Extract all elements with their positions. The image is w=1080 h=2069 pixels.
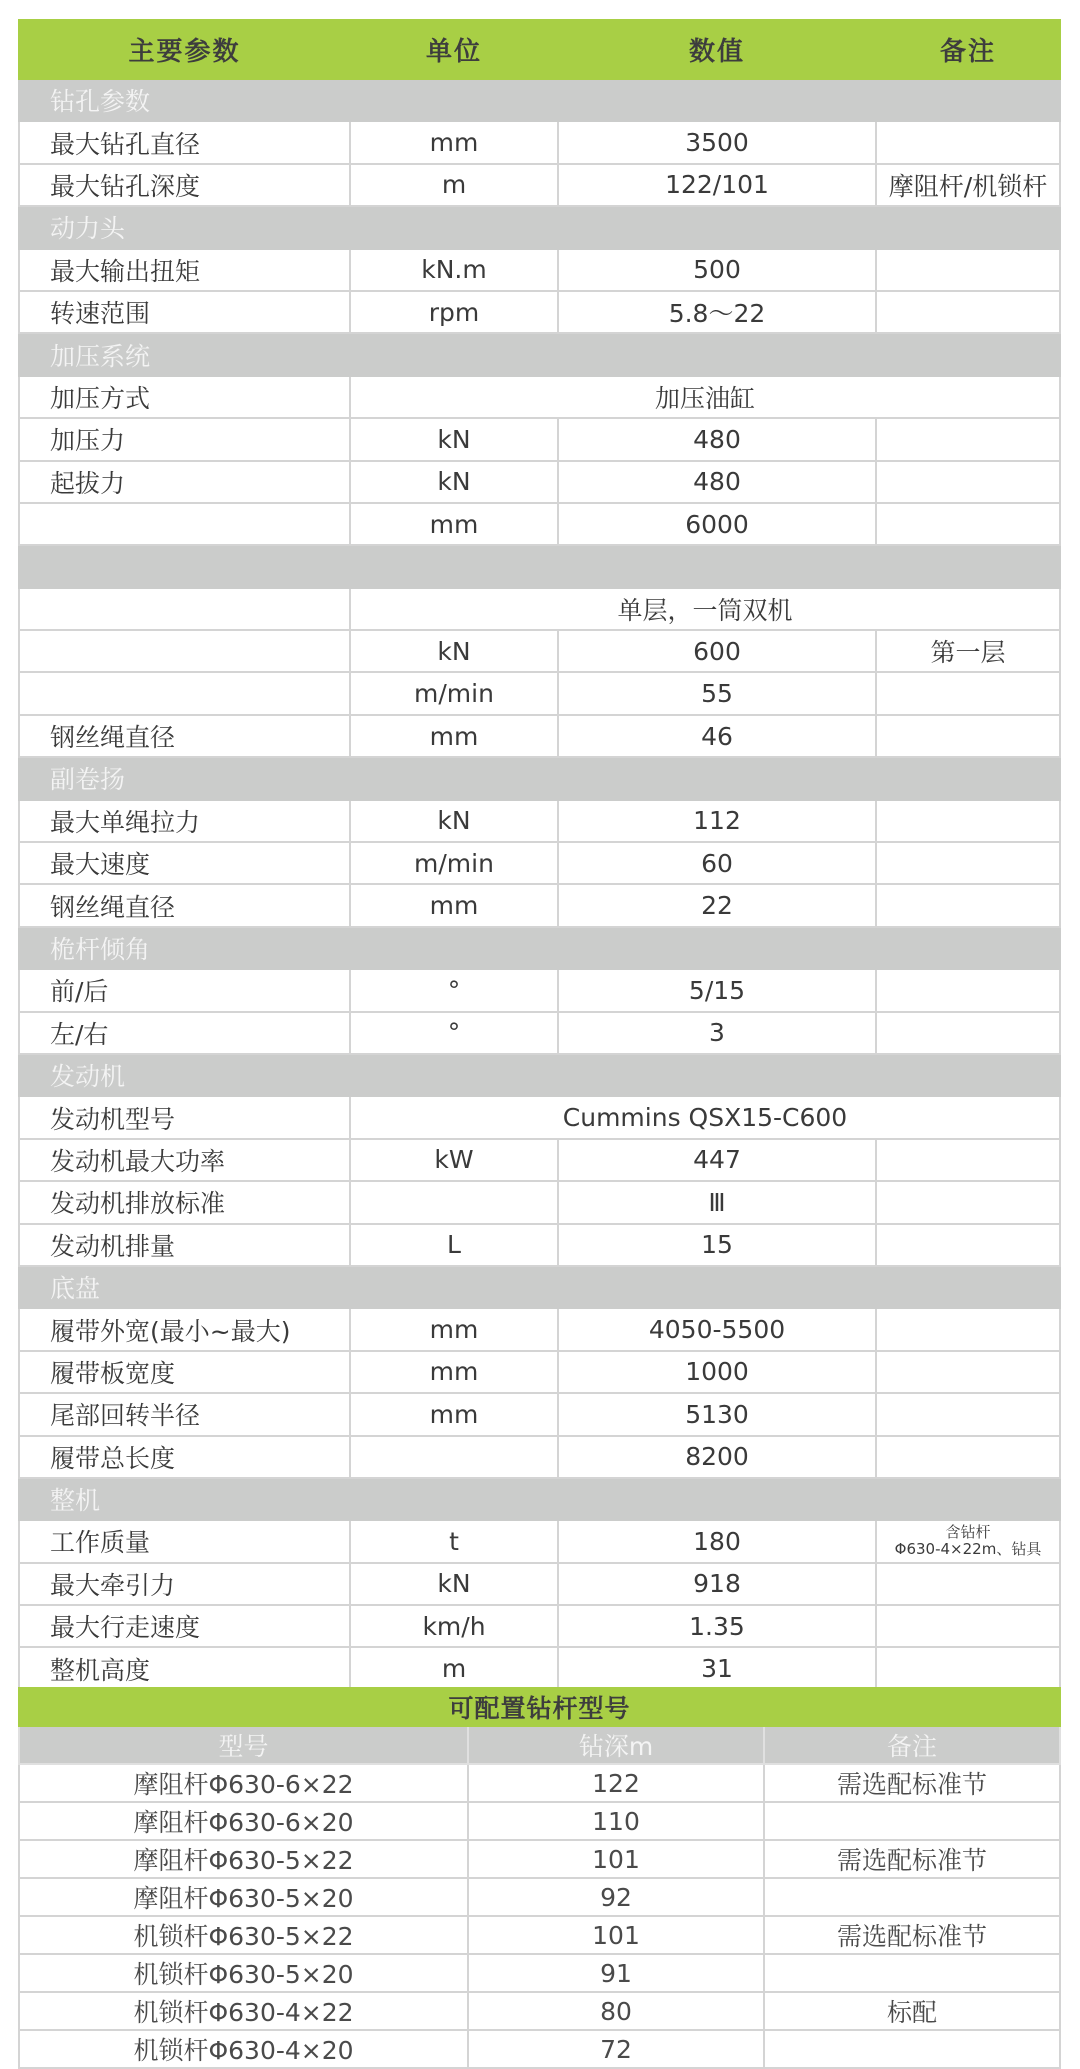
section-row bbox=[19, 927, 1060, 969]
spec-row bbox=[19, 1436, 1060, 1478]
param-note bbox=[876, 291, 1060, 333]
rod-title-row bbox=[19, 1688, 1060, 1726]
param-unit: mm bbox=[350, 503, 558, 545]
spec-row bbox=[19, 164, 1060, 206]
param-note: 第一层 bbox=[876, 630, 1060, 672]
spec-row bbox=[19, 630, 1060, 672]
param-unit: kN bbox=[350, 418, 558, 460]
rod-model: 摩阻杆Φ630-6×22 bbox=[19, 1764, 468, 1802]
rod-row bbox=[19, 1878, 1060, 1916]
rod-note bbox=[764, 1954, 1060, 1992]
param-unit bbox=[350, 1181, 558, 1223]
param-note: 含钻杆 Φ630-4×22m、钻具 bbox=[876, 1520, 1060, 1562]
rod-header-model: 型号 bbox=[19, 1726, 468, 1764]
rod-model: 机锁杆Φ630-4×20 bbox=[19, 2030, 468, 2068]
param-name: 最大输出扭矩 bbox=[19, 249, 350, 291]
rod-note bbox=[764, 2030, 1060, 2068]
param-value: 180 bbox=[558, 1520, 876, 1562]
param-name bbox=[19, 588, 350, 630]
param-value: 单层，一筒双机 bbox=[350, 588, 1060, 630]
header-value: 数值 bbox=[558, 20, 876, 79]
rod-depth: 72 bbox=[468, 2030, 764, 2068]
rod-header-note: 备注 bbox=[764, 1726, 1060, 1764]
spec-table bbox=[18, 19, 1061, 1691]
spec-row bbox=[19, 291, 1060, 333]
param-unit: L bbox=[350, 1224, 558, 1266]
section-row bbox=[19, 79, 1060, 121]
rod-model: 摩阻杆Φ630-5×22 bbox=[19, 1840, 468, 1878]
param-name: 发动机排放标准 bbox=[19, 1181, 350, 1223]
spec-row bbox=[19, 842, 1060, 884]
section-title: 整机 bbox=[19, 1478, 1060, 1520]
param-name: 发动机排量 bbox=[19, 1224, 350, 1266]
param-value: Ⅲ bbox=[558, 1181, 876, 1223]
header-note: 备注 bbox=[876, 20, 1060, 79]
rod-model: 摩阻杆Φ630-5×20 bbox=[19, 1878, 468, 1916]
rod-row bbox=[19, 1992, 1060, 2030]
param-unit: m bbox=[350, 164, 558, 206]
param-note bbox=[876, 121, 1060, 163]
section-row bbox=[19, 1478, 1060, 1520]
param-unit: mm bbox=[350, 1351, 558, 1393]
spec-row bbox=[19, 884, 1060, 926]
rod-note: 需选配标准节 bbox=[764, 1764, 1060, 1802]
param-value: 22 bbox=[558, 884, 876, 926]
param-unit: mm bbox=[350, 715, 558, 757]
param-value: 6000 bbox=[558, 503, 876, 545]
rod-model: 机锁杆Φ630-4×22 bbox=[19, 1992, 468, 2030]
rod-note: 需选配标准节 bbox=[764, 1916, 1060, 1954]
spec-row bbox=[19, 1520, 1060, 1562]
param-value: 46 bbox=[558, 715, 876, 757]
param-note: 摩阻杆/机锁杆 bbox=[876, 164, 1060, 206]
spec-body bbox=[19, 79, 1060, 1690]
param-value: 3500 bbox=[558, 121, 876, 163]
rod-model: 机锁杆Φ630-5×20 bbox=[19, 1954, 468, 1992]
param-value: 918 bbox=[558, 1563, 876, 1605]
param-value: 600 bbox=[558, 630, 876, 672]
param-value: 1000 bbox=[558, 1351, 876, 1393]
param-value: 3 bbox=[558, 1012, 876, 1054]
param-unit: rpm bbox=[350, 291, 558, 333]
param-note bbox=[876, 672, 1060, 714]
param-unit: km/h bbox=[350, 1605, 558, 1647]
spec-row bbox=[19, 121, 1060, 163]
param-name: 尾部回转半径 bbox=[19, 1393, 350, 1435]
spec-row bbox=[19, 1308, 1060, 1350]
param-name: 转速范围 bbox=[19, 291, 350, 333]
param-note bbox=[876, 969, 1060, 1011]
section-title: 副卷扬 bbox=[19, 757, 1060, 799]
param-value: 8200 bbox=[558, 1436, 876, 1478]
rod-row bbox=[19, 1802, 1060, 1840]
param-name: 最大钻孔深度 bbox=[19, 164, 350, 206]
param-unit bbox=[350, 1436, 558, 1478]
spec-row bbox=[19, 800, 1060, 842]
param-note bbox=[876, 1563, 1060, 1605]
spec-row bbox=[19, 969, 1060, 1011]
rod-row bbox=[19, 1764, 1060, 1802]
param-unit: m bbox=[350, 1647, 558, 1689]
param-value: 加压油缸 bbox=[350, 376, 1060, 418]
param-value: 480 bbox=[558, 461, 876, 503]
param-name: 履带外宽(最小~最大) bbox=[19, 1308, 350, 1350]
param-name bbox=[19, 503, 350, 545]
rod-note bbox=[764, 1878, 1060, 1916]
param-note bbox=[876, 249, 1060, 291]
header-param: 主要参数 bbox=[19, 20, 350, 79]
header-unit: 单位 bbox=[350, 20, 558, 79]
param-note bbox=[876, 1351, 1060, 1393]
rod-header-row bbox=[19, 1726, 1060, 1764]
rod-model: 机锁杆Φ630-5×22 bbox=[19, 1916, 468, 1954]
spec-row bbox=[19, 418, 1060, 460]
param-note bbox=[876, 1181, 1060, 1223]
spec-row bbox=[19, 1012, 1060, 1054]
section-title: 底盘 bbox=[19, 1266, 1060, 1308]
section-row bbox=[19, 1266, 1060, 1308]
param-value: Cummins QSX15-C600 bbox=[350, 1096, 1060, 1138]
param-name: 最大单绳拉力 bbox=[19, 800, 350, 842]
rod-header-depth: 钻深m bbox=[468, 1726, 764, 1764]
param-note bbox=[876, 418, 1060, 460]
param-value: 447 bbox=[558, 1139, 876, 1181]
param-value: 31 bbox=[558, 1647, 876, 1689]
param-name: 履带总长度 bbox=[19, 1436, 350, 1478]
param-unit: mm bbox=[350, 1393, 558, 1435]
section-title: 钻孔参数 bbox=[19, 79, 1060, 121]
spec-row bbox=[19, 461, 1060, 503]
param-name: 整机高度 bbox=[19, 1647, 350, 1689]
param-value: 55 bbox=[558, 672, 876, 714]
param-value: 480 bbox=[558, 418, 876, 460]
spec-row bbox=[19, 1605, 1060, 1647]
param-unit: kW bbox=[350, 1139, 558, 1181]
spec-row bbox=[19, 1351, 1060, 1393]
param-note bbox=[876, 1393, 1060, 1435]
param-note bbox=[876, 800, 1060, 842]
param-value: 5.8～22 bbox=[558, 291, 876, 333]
param-value: 1.35 bbox=[558, 1605, 876, 1647]
param-value: 500 bbox=[558, 249, 876, 291]
param-value: 60 bbox=[558, 842, 876, 884]
section-row bbox=[19, 757, 1060, 799]
rod-note bbox=[764, 1802, 1060, 1840]
param-value: 5/15 bbox=[558, 969, 876, 1011]
spec-row bbox=[19, 503, 1060, 545]
section-title: 动力头 bbox=[19, 206, 1060, 248]
param-unit: ° bbox=[350, 969, 558, 1011]
section-row bbox=[19, 545, 1060, 587]
param-unit: kN bbox=[350, 800, 558, 842]
section-title: 加压系统 bbox=[19, 333, 1060, 375]
param-note bbox=[876, 503, 1060, 545]
spec-row bbox=[19, 1563, 1060, 1605]
spec-row bbox=[19, 1647, 1060, 1689]
spec-row bbox=[19, 1181, 1060, 1223]
spec-row bbox=[19, 1393, 1060, 1435]
param-name: 起拔力 bbox=[19, 461, 350, 503]
spec-row bbox=[19, 588, 1060, 630]
param-name: 钢丝绳直径 bbox=[19, 715, 350, 757]
param-unit: mm bbox=[350, 1308, 558, 1350]
section-title: 发动机 bbox=[19, 1054, 1060, 1096]
rod-note: 标配 bbox=[764, 1992, 1060, 2030]
rod-depth: 110 bbox=[468, 1802, 764, 1840]
param-name: 前/后 bbox=[19, 969, 350, 1011]
section-row bbox=[19, 206, 1060, 248]
rod-depth: 92 bbox=[468, 1878, 764, 1916]
rod-row bbox=[19, 2030, 1060, 2068]
param-note bbox=[876, 1605, 1060, 1647]
param-unit: kN bbox=[350, 1563, 558, 1605]
spec-row bbox=[19, 672, 1060, 714]
param-note bbox=[876, 1436, 1060, 1478]
rod-model: 摩阻杆Φ630-6×20 bbox=[19, 1802, 468, 1840]
spec-header-row bbox=[19, 20, 1060, 79]
param-name: 最大牵引力 bbox=[19, 1563, 350, 1605]
rod-note: 需选配标准节 bbox=[764, 1840, 1060, 1878]
spec-row bbox=[19, 1096, 1060, 1138]
section-row bbox=[19, 333, 1060, 375]
param-note bbox=[876, 715, 1060, 757]
param-unit: t bbox=[350, 1520, 558, 1562]
param-name: 最大速度 bbox=[19, 842, 350, 884]
param-note bbox=[876, 842, 1060, 884]
param-name: 工作质量 bbox=[19, 1520, 350, 1562]
rod-row bbox=[19, 1954, 1060, 1992]
spec-row bbox=[19, 715, 1060, 757]
param-name: 加压力 bbox=[19, 418, 350, 460]
param-unit: kN bbox=[350, 461, 558, 503]
spec-row bbox=[19, 1139, 1060, 1181]
param-note bbox=[876, 461, 1060, 503]
param-value: 112 bbox=[558, 800, 876, 842]
param-note bbox=[876, 884, 1060, 926]
param-unit: kN.m bbox=[350, 249, 558, 291]
section-title: 桅杆倾角 bbox=[19, 927, 1060, 969]
param-note bbox=[876, 1647, 1060, 1689]
spec-row bbox=[19, 376, 1060, 418]
rod-body bbox=[19, 1764, 1060, 2068]
param-unit: kN bbox=[350, 630, 558, 672]
rod-depth: 101 bbox=[468, 1916, 764, 1954]
param-unit: mm bbox=[350, 121, 558, 163]
param-value: 5130 bbox=[558, 1393, 876, 1435]
spec-row bbox=[19, 1224, 1060, 1266]
rod-depth: 122 bbox=[468, 1764, 764, 1802]
param-value: 4050-5500 bbox=[558, 1308, 876, 1350]
param-note bbox=[876, 1224, 1060, 1266]
spec-row bbox=[19, 249, 1060, 291]
param-name: 发动机最大功率 bbox=[19, 1139, 350, 1181]
param-value: 15 bbox=[558, 1224, 876, 1266]
rod-table bbox=[18, 1687, 1061, 2069]
param-name: 最大钻孔直径 bbox=[19, 121, 350, 163]
param-unit: ° bbox=[350, 1012, 558, 1054]
param-name: 发动机型号 bbox=[19, 1096, 350, 1138]
param-name: 履带板宽度 bbox=[19, 1351, 350, 1393]
param-value: 122/101 bbox=[558, 164, 876, 206]
param-note bbox=[876, 1308, 1060, 1350]
rod-row bbox=[19, 1916, 1060, 1954]
rod-depth: 80 bbox=[468, 1992, 764, 2030]
param-name: 最大行走速度 bbox=[19, 1605, 350, 1647]
section-title bbox=[19, 545, 1060, 587]
param-unit: mm bbox=[350, 884, 558, 926]
param-note bbox=[876, 1012, 1060, 1054]
param-unit: m/min bbox=[350, 672, 558, 714]
param-name bbox=[19, 672, 350, 714]
rod-table-title: 可配置钻杆型号 bbox=[19, 1688, 1060, 1726]
param-name bbox=[19, 630, 350, 672]
param-name: 加压方式 bbox=[19, 376, 350, 418]
section-row bbox=[19, 1054, 1060, 1096]
param-unit: m/min bbox=[350, 842, 558, 884]
rod-row bbox=[19, 1840, 1060, 1878]
param-note bbox=[876, 1139, 1060, 1181]
param-name: 左/右 bbox=[19, 1012, 350, 1054]
rod-depth: 91 bbox=[468, 1954, 764, 1992]
rod-depth: 101 bbox=[468, 1840, 764, 1878]
param-name: 钢丝绳直径 bbox=[19, 884, 350, 926]
